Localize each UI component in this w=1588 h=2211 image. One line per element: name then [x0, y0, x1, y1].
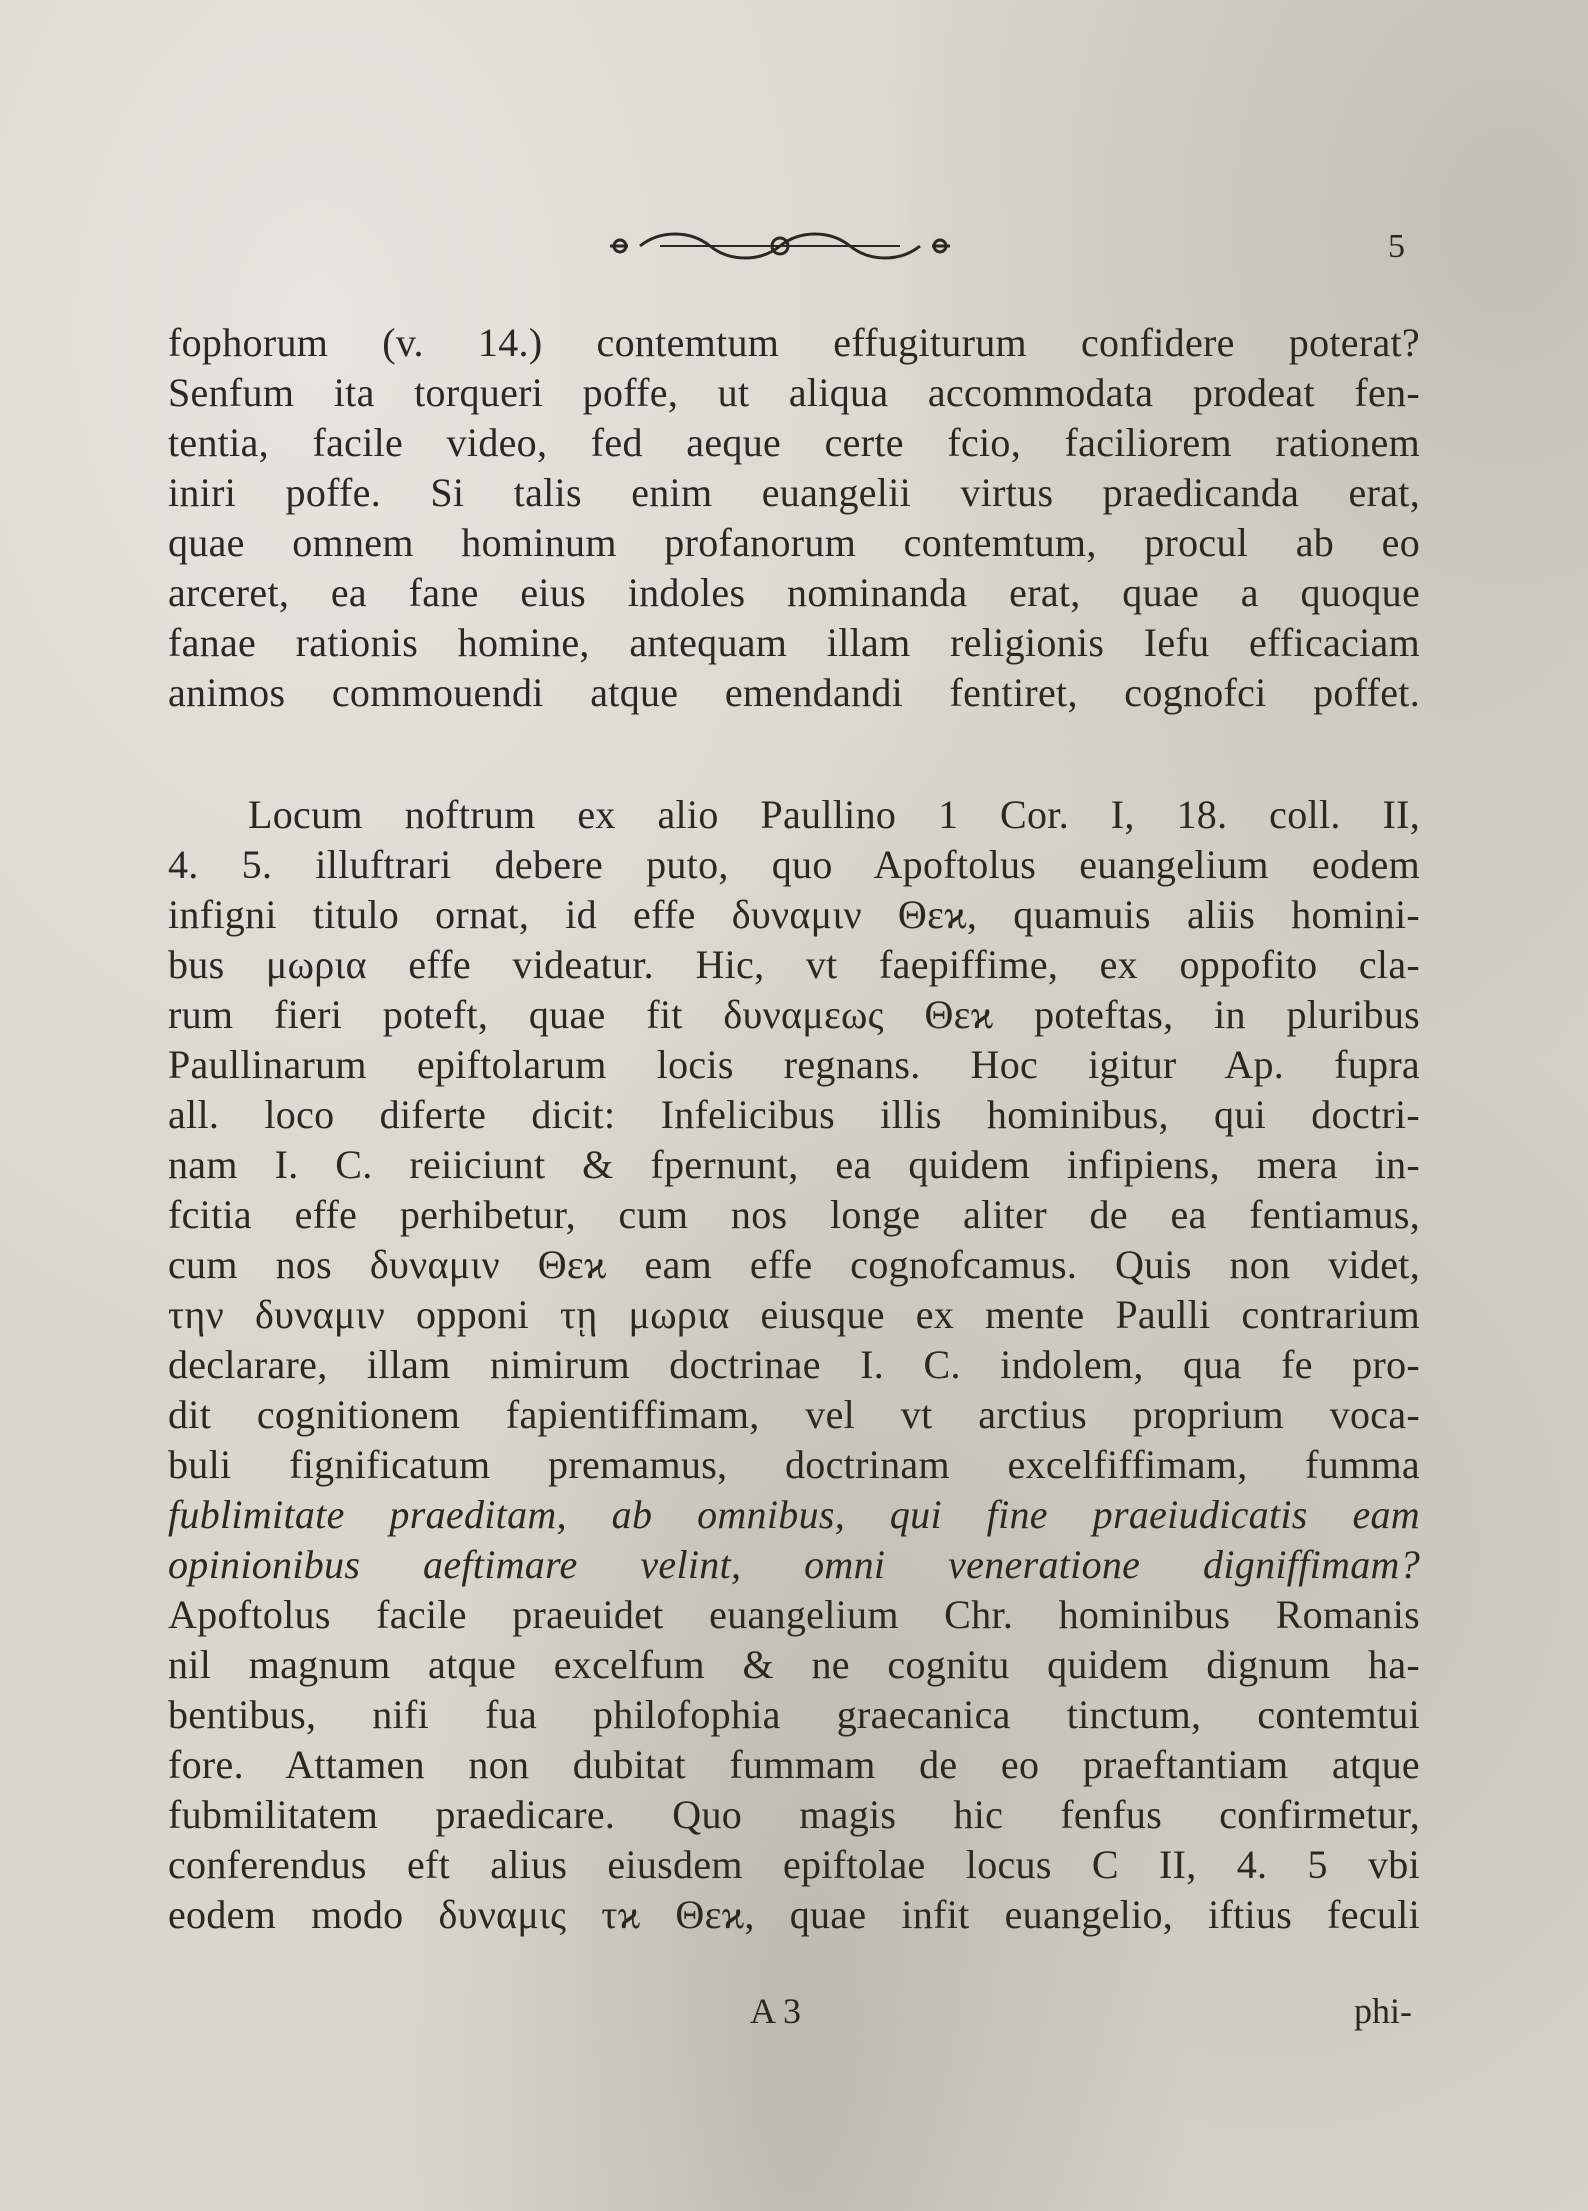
text-line: fanae rationis homine, antequam illam religionis Iefu efficaciam: [168, 620, 1420, 665]
text-line: fcitia effe perhibetur, cum nos longe aliter de ea fentiamus,: [168, 1192, 1420, 1237]
text-line: infigni titulo ornat, id effe δυναμιν Θεϰ, quamuis aliis homini-: [168, 892, 1420, 937]
text-line: Locum noftrum ex alio Paullino 1 Cor. I, 18. coll. II,: [248, 792, 1420, 837]
ornament-rule-icon: [600, 222, 960, 270]
text-line: 4. 5. illuftrari debere puto, quo Apoftolus euangelium eodem: [168, 842, 1420, 887]
text-line: nam I. C. reiiciunt & fpernunt, ea quidem infipiens, mera in-: [168, 1142, 1420, 1187]
text-line: declarare, illam nimirum doctrinae I. C. indolem, qua fe pro-: [168, 1342, 1420, 1387]
text-line: Senfum ita torqueri poffe, ut aliqua accommodata prodeat fen-: [168, 370, 1420, 415]
signature-mark: A 3: [750, 1991, 802, 2031]
text-line: rum fieri poteft, quae fit δυναμεως Θεϰ poteftas, in pluribus: [168, 992, 1420, 1037]
text-line: buli fignificatum premamus, doctrinam excelfiffimam, fumma: [168, 1442, 1420, 1487]
text-line: bentibus, nifi fua philofophia graecanica tinctum, contemtui: [168, 1692, 1420, 1737]
text-line: dit cognitionem fapientiffimam, vel vt arctius proprium voca-: [168, 1392, 1420, 1437]
text-line: quae omnem hominum profanorum contemtum, procul ab eo: [168, 520, 1420, 565]
text-line: iniri poffe. Si talis enim euangelii virtus praedicanda erat,: [168, 470, 1420, 515]
text-line: fubmilitatem praedicare. Quo magis hic fenfus confirmetur,: [168, 1792, 1420, 1837]
text-line: opinionibus aeftimare velint, omni veneratione digniffimam?: [168, 1542, 1420, 1587]
catchword: phi-: [1354, 1991, 1412, 2031]
text-line: animos commouendi atque emendandi fentiret, cognofci poffet.: [168, 670, 1420, 715]
page-number: 5: [1388, 228, 1405, 265]
text-line: arceret, ea fane eius indoles nominanda erat, quae a quoque: [168, 570, 1420, 615]
text-line: fublimitate praeditam, ab omnibus, qui fine praeiudicatis eam: [168, 1492, 1420, 1537]
text-line: nil magnum atque excelfum & ne cognitu quidem dignum ha-: [168, 1642, 1420, 1687]
text-line: conferendus eft alius eiusdem epiftolae locus C II, 4. 5 vbi: [168, 1842, 1420, 1887]
text-line: tentia, facile video, fed aeque certe fcio, faciliorem rationem: [168, 420, 1420, 465]
text-line: Apoftolus facile praeuidet euangelium Chr. hominibus Romanis: [168, 1592, 1420, 1637]
text-line: fore. Attamen non dubitat fummam de eo praeftantiam atque: [168, 1742, 1420, 1787]
text-line: την δυναμιν opponi τῃ μωρια eiusque ex mente Paulli contrarium: [168, 1292, 1420, 1337]
text-line: eodem modo δυναμις τϰ Θεϰ, quae infit euangelio, iftius feculi: [168, 1892, 1420, 1937]
text-line: bus μωρια effe videatur. Hic, vt faepiffime, ex oppofito cla-: [168, 942, 1420, 987]
text-line: fophorum (v. 14.) contemtum effugiturum confidere poterat?: [168, 320, 1420, 365]
text-line: Paullinarum epiftolarum locis regnans. Hoc igitur Ap. fupra: [168, 1042, 1420, 1087]
text-line: cum nos δυναμιν Θεϰ eam effe cognofcamus. Quis non videt,: [168, 1242, 1420, 1287]
text-line: all. loco diferte dicit: Infelicibus illis hominibus, qui doctri-: [168, 1092, 1420, 1137]
